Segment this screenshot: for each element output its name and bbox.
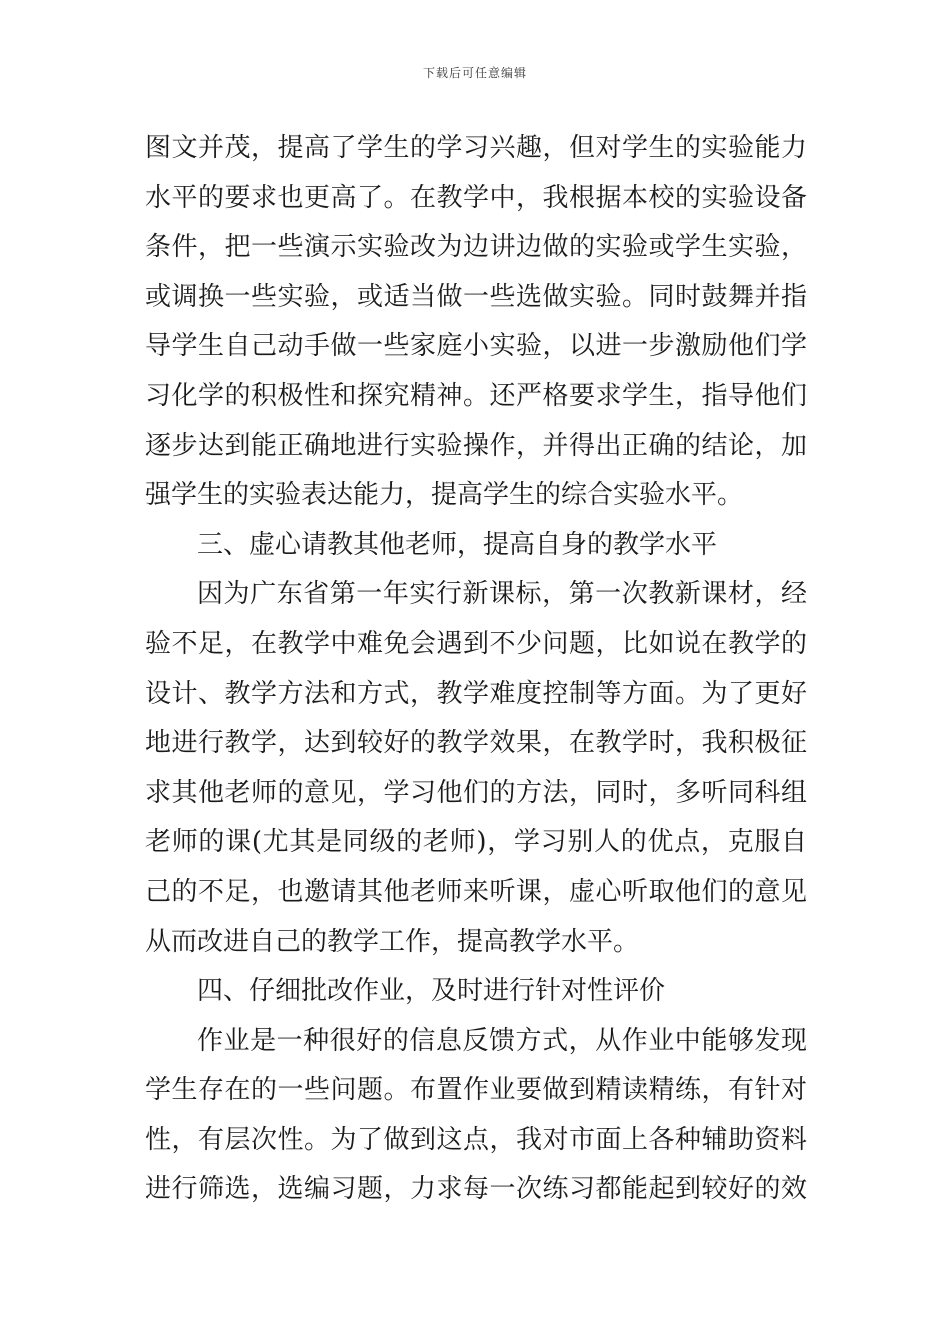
page-header: 下载后可任意编辑 bbox=[422, 66, 527, 80]
text-line: 或调换一些实验，或适当做一些选做实验。同时鼓舞并指 bbox=[145, 281, 807, 312]
text-line: 作业是一种很好的信息反馈方式，从作业中能够发现 bbox=[197, 1025, 807, 1056]
text-line: 因为广东省第一年实行新课标，第一次教新课材，经 bbox=[197, 579, 807, 610]
document-body bbox=[145, 124, 807, 1215]
text-line: 学生存在的一些问题。布置作业要做到精读精练，有针对 bbox=[145, 1075, 807, 1106]
text-line: 习化学的积极性和探究精神。还严格要求学生，指导他们 bbox=[145, 380, 807, 411]
text-line: 老师的课(尤其是同级的老师)，学习别人的优点，克服自 bbox=[145, 827, 807, 858]
section-heading: 四、仔细批改作业，及时进行针对性评价 bbox=[197, 976, 666, 1007]
text-line: 己的不足，也邀请其他老师来听课，虚心听取他们的意见 bbox=[145, 876, 807, 907]
text-line: 性，有层次性。为了做到这点，我对市面上各种辅助资料 bbox=[145, 1124, 807, 1155]
text-line: 求其他老师的意见，学习他们的方法，同时，多听同科组 bbox=[145, 777, 807, 808]
text-line: 从而改进自己的教学工作，提高教学水平。 bbox=[145, 926, 640, 957]
text-line: 条件，把一些演示实验改为边讲边做的实验或学生实验， bbox=[145, 232, 807, 263]
text-line: 图文并茂，提高了学生的学习兴趣，但对学生的实验能力 bbox=[145, 133, 807, 163]
text-line: 验不足，在教学中难免会遇到不少问题，比如说在教学的 bbox=[145, 628, 807, 659]
text-line: 导学生自己动手做一些家庭小实验，以进一步激励他们学 bbox=[145, 331, 807, 362]
section-heading: 三、虚心请教其他老师，提高自身的教学水平 bbox=[197, 529, 718, 560]
text-line: 强学生的实验表达能力，提高学生的综合实验水平。 bbox=[145, 480, 744, 511]
text-line: 水平的要求也更高了。在教学中，我根据本校的实验设备 bbox=[145, 182, 807, 213]
text-line: 进行筛选，选编习题，力求每一次练习都能起到较好的效 bbox=[145, 1174, 807, 1205]
text-line: 地进行教学，达到较好的教学效果，在教学时，我积极征 bbox=[145, 728, 807, 759]
text-line: 逐步达到能正确地进行实验操作，并得出正确的结论，加 bbox=[145, 430, 807, 461]
text-line: 设计、教学方法和方式，教学难度控制等方面。为了更好 bbox=[145, 678, 807, 709]
